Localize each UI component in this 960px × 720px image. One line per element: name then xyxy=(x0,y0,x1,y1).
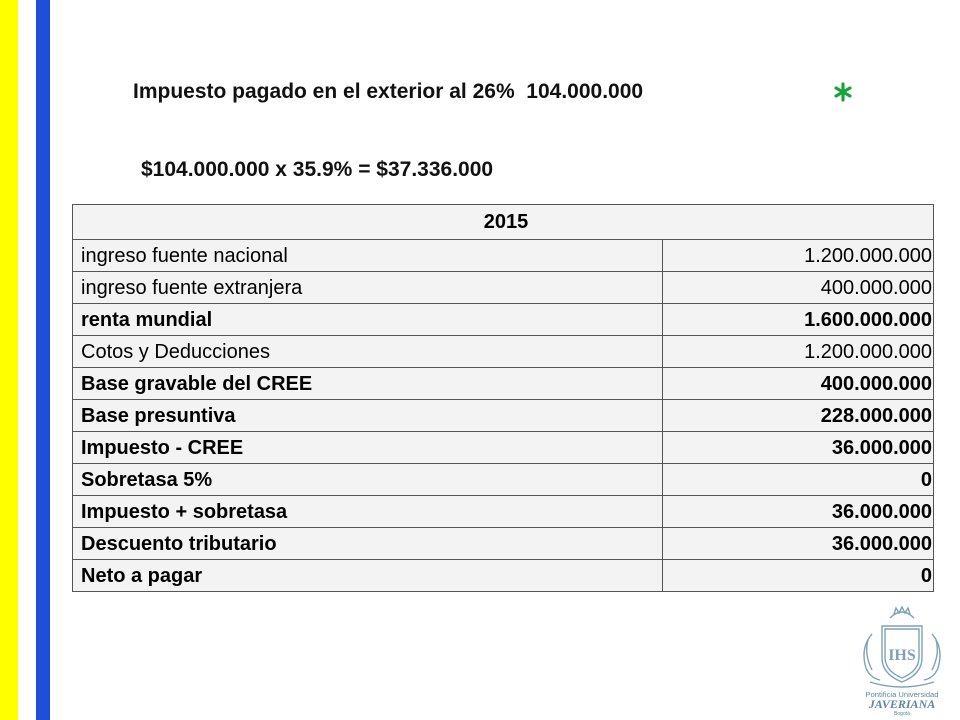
row-label: Neto a pagar xyxy=(73,560,663,592)
table-row xyxy=(73,304,934,336)
row-value: 400.000.000 xyxy=(663,368,934,400)
logo-line-2: JAVERIANA xyxy=(868,697,936,711)
row-label: Cotos y Deducciones xyxy=(73,336,663,368)
table-row xyxy=(73,272,934,304)
table-row xyxy=(73,560,934,592)
row-label: Impuesto - CREE xyxy=(73,432,663,464)
row-label: ingreso fuente extranjera xyxy=(73,272,663,304)
row-label: ingreso fuente nacional xyxy=(73,240,663,272)
table-row xyxy=(73,528,934,560)
row-value: 1.200.000.000 xyxy=(663,336,934,368)
yellow-side-stripe xyxy=(0,0,18,720)
tax-table xyxy=(72,204,934,592)
row-label: renta mundial xyxy=(73,304,663,336)
row-value: 400.000.000 xyxy=(663,272,934,304)
year-header: 2015 xyxy=(73,205,934,240)
logo-line-3: Bogotá xyxy=(894,711,910,716)
table-row xyxy=(73,368,934,400)
blue-side-stripe xyxy=(36,0,50,720)
table-row xyxy=(73,240,934,272)
table-row xyxy=(73,400,934,432)
row-value: 36.000.000 xyxy=(663,432,934,464)
row-value: 1.200.000.000 xyxy=(663,240,934,272)
table-row xyxy=(73,464,934,496)
formula-text: $104.000.000 x 35.9% = $37.336.000 xyxy=(141,158,494,181)
row-label: Impuesto + sobretasa xyxy=(73,496,663,528)
university-seal-logo xyxy=(852,604,952,716)
row-value: 1.600.000.000 xyxy=(663,304,934,336)
headline-text: Impuesto pagado en el exterior al 26% 104.000.000 xyxy=(133,80,644,103)
year-header-row xyxy=(73,205,934,240)
table-row xyxy=(73,496,934,528)
row-value: 0 xyxy=(663,464,934,496)
table-row xyxy=(73,336,934,368)
logo-line-1: Pontificia Universidad xyxy=(865,690,939,699)
row-value: 228.000.000 xyxy=(663,400,934,432)
row-label: Sobretasa 5% xyxy=(73,464,663,496)
row-value: 36.000.000 xyxy=(663,496,934,528)
row-value: 36.000.000 xyxy=(663,528,934,560)
row-label: Base gravable del CREE xyxy=(73,368,663,400)
seal-monogram: IHS xyxy=(888,647,916,664)
table-row xyxy=(73,432,934,464)
row-value: 0 xyxy=(663,560,934,592)
row-label: Base presuntiva xyxy=(73,400,663,432)
row-label: Descuento tributario xyxy=(73,528,663,560)
green-asterisk-icon xyxy=(833,82,853,102)
